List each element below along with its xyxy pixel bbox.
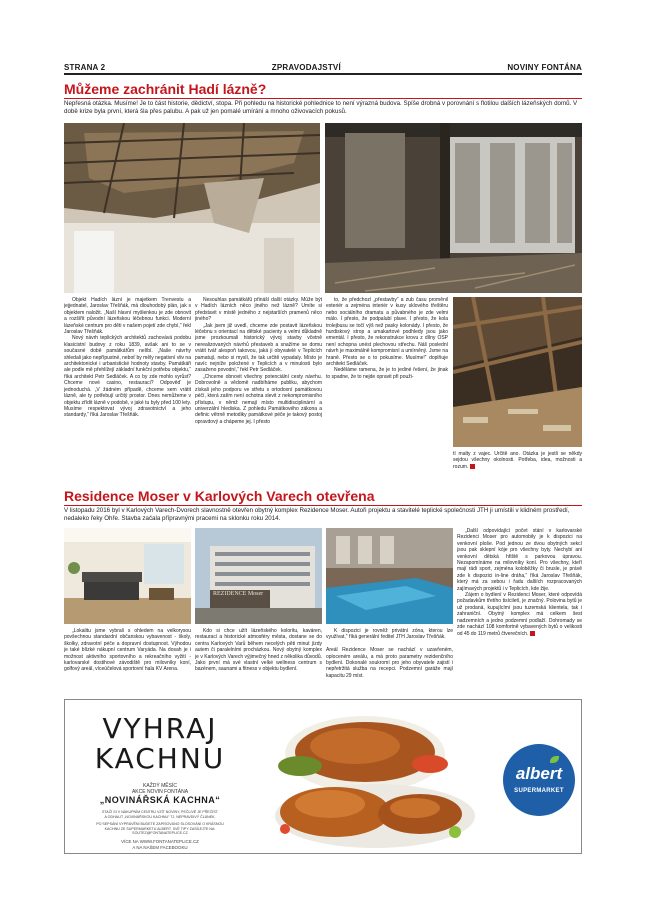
roast-duck-image [245, 704, 495, 852]
photo-interior-windows [325, 123, 582, 293]
photo-damaged-ceiling [64, 123, 320, 293]
article1-title-rule [64, 98, 582, 99]
albert-logo [503, 744, 575, 816]
page-number: STRANA 2 [64, 63, 106, 72]
advertisement-box [64, 699, 582, 854]
article2-column-2 [195, 628, 322, 696]
photo-pool [326, 528, 453, 624]
ad-web-line1: VÍCE NA WWW.FONTANATEPLICE.CZ [121, 839, 199, 844]
ad-web-info [85, 839, 235, 850]
article1-col2-para2: „Jak jsem již uvedl, chceme zde postavit lázeňskou léčebnu s orientací na dětské pacienty a velmi důkladně jsme prozkoumali historický vývoj stavby včetně nerealizovaných návrhů přestaveb a snažíme se domu vrátit tvář alespoň takovou, jaká ji obyvatelé v Teplicích pamatují, nebo si myslí, že tak určitě vypadaly. Místo je navíc nejníže položené v Teplicích a v minulosti bylo zasaženo povodní,“ řekl Petr Sedláček. [195, 322, 322, 374]
article2-column-1 [64, 628, 191, 696]
article2-col2-text: Kdo si chce užít lázeňského koloritu, kaváren, restaurací a historické atmosféry města, dostane se do centra Karlových Varů během necelých pěti minut jízdy autem či paralelními procházkou. Nový obytný komplex je v Karlových Varech výjimečný hned z několika důvodů. Jako první má své vlastní velké wellness centrum s bazénem, saunami a fitness v objektu bydlení. [195, 628, 322, 673]
article2-col4-para2 [457, 592, 582, 637]
ad-sub-line2: AKCE NOVIN FONTÁNA [131, 789, 189, 795]
article1-title: Můžeme zachránit Hadí lázně? [64, 81, 267, 97]
ad-rules-line1: STAČÍ SI V NÁKUPNÍM CENTRU VZÍT NOVINY, PEČLIVĚ JE PŘEČÍST [101, 810, 219, 814]
article2-col4-para2-text: Zájem o bydlení v Rezidenci Moser, které odpovídá požadavkům třetího tisíciletí, je značný. Polovina bytů je už prodaná, kupujícími jsou tuzemská klientela, tak i zahraniční. Obytný komplex má celkem šest nadzemních a jedno podzemní podlaží. Dohromady se zde nachází 108 komfortně vybavených bytů o velikosti od 45 do 119 metrů čtverečních. [457, 592, 582, 637]
article2-col3-text: K dispozici je rovněž privátní zóna, kterou lze využívat,“ říká generální ředitel JTH Jaroslav Třešňák. Areál Rezidence Moser se nachází v uzavřeném, oploceném areálu, a má proto parametry rezidenčního bydlení. Dokonalé soukromí pro jeho obyvatele zajistí i nepřetržitá služba na recepci. Podzemní garáže mají kapacitu 29 míst. [326, 628, 453, 679]
article1-lead: Nepřesná otázka. Musíme! Je to část historie, dědictví, stopa. Při pohledu na historické pohlednice to není výrazná budova. Spíše drobná v porovnání s flotilou dalších lázeňských domů. V době krize byla první, která šla přes palubu. A pak už jen pomalé umírání a mnoho oživovacích pokusů. [64, 100, 578, 116]
ad-subtitle [85, 783, 235, 795]
article1-col2-para1: Nesouhlas památkářů přináší další otázky. Může být v Hadích lázních něco jiného než lázně? Umíte si představit v místě jedného z nejstarších pramenů něco jiného? [195, 297, 322, 323]
ad-campaign-name: „NOVINÁŘSKÁ KACHNA“ [99, 795, 221, 805]
article1-column-1 [64, 297, 191, 483]
article2-col4-para1: „Další odpovídající počet stání v karlovarské Rezidenci Moser pro automobily je k dispozici na venkovní ploše. Pod jednou ze dvou obytných sekcí jsou pak sklepní kóje pro všechny byty. Nechybí ani venkovní dětská hřiště s parkovou úpravou. Nezapomínáme na milovníky koní. Pro všechny, kteří mají rádi sport, zejména koloběžky či brusle, je právě zde k dispozici in-line dráha,“ říká Jaroslav Třešňák, který má za sebou i řadu dalších rozpracovaných zajímavých projektů i v Teplicích, kde žije. [457, 528, 582, 592]
ad-sub-line1: KAŽDÝ MĚSÍC [143, 783, 177, 789]
section-name: ZPRAVODAJSTVÍ [271, 63, 341, 72]
article2-lead: V listopadu 2016 byl v Karlových Varech-Dvorech slavnostně otevřen obytný komplex Rezidence Moser. Autoři projektu a stavitelé teplické společnosti JTH ji umístili v klidném prostředí, nedaleko řeky Ohře. Stavba začala přípravnými pracemi na sklonku roku 2014. [64, 507, 570, 523]
ad-rules-line3: PO SEPSÁNÍ VYPRÁVĚNÍ BUDETE ZAPISOVÁNO SLOSOVÁNÍ O KRÁSNOU [96, 822, 224, 826]
ad-rules-line2: A ODHALIT „NOVINÁŘSKOU KACHNU“ TJ. NEPRAVDIVÝ ČLÁNEK. [104, 814, 216, 819]
end-mark [530, 631, 535, 636]
header-rule [64, 73, 582, 75]
leaf-icon [550, 756, 559, 763]
photo-living-room [64, 528, 191, 624]
article1-col3-para2: Neděláme ramena, že je to jediné řešení, že jinak to spadne, že to nejde opravit při použi- [326, 367, 448, 380]
article1-column-4 [453, 451, 582, 483]
article1-col2-para3: „Chceme obnovit všechny potenciální cesty návrhu. Dobrovolně a vědomě nadbíháme publiku, abychom získali jeho podporu ve střetu s ortodoxní památkovou péčí, která zatím není ochotna slevit z nekompromisního přístupu, v němž nemají místo multidisciplinární a univerzální hlediska. Z pohledu Památkového zákona a definic větrně metodiky památkové péče je takový postoj opravdový a chápeme jej. I přesto [195, 373, 322, 425]
article1-col3-para1: to, že předchozí „přestavby“ a zub času proměnil exteriér a zejména interiér v kusy sklového třeštěru nebo sociálního dramatu a půvabného je zde velmi málo. I přesto, že podpalubí plave. I přesto, že kola trolejbusu se točí výš než pasky kolonády. I přesto, že hurdiskový strop a umakartové podhledy jsou jako ementál. I přesto, že rekonstrukce krovu z dílny OSP není schopna unést plechovou střechu. Náš poslední návrh je maximálně kompromisní a umírněný. Jsme na hraně. Přesto se o to pokusíme. Musíme!“ doplňuje architekt Sedláček. [326, 297, 448, 368]
ad-title-line1: VYHRAJ [102, 712, 218, 745]
photo-building-exterior [195, 528, 322, 624]
article1-col1-para2: Nový návrh teplických architektů zachovává podobu klasicistní budovy z roku 1839, avšak ani to se v současné době památkářům nelíbí. „Naše návrhy shledali jako nepřípustné, neboť by měly negativní vliv na architektonické i urbanistické hodnoty stavby. Památkáři ale podle mě přehlížejí základní funkční potřebu objektu,“ říká architekt Petr Sedláček. A co by zde mohlo vyrůst? Chceme nové casino, restauraci? Odpověď je jednoduchá. „V žádném případě, chceme sem vrátit lázně, ale ty potřebují určitý prostor. Dnes nemůžeme v objektu zřídit lázně v podobě, v jaké tu byly před 100 lety. Musíme respektovat vývoj zdravotnictví a jeho standardy,“ říká Jaroslav Třešňák. [64, 335, 191, 419]
publication-name: NOVINY FONTÁNA [507, 63, 582, 72]
photo-attic-rafters [453, 297, 582, 447]
article1-column-3 [326, 297, 448, 483]
ad-rules-line4: KACHNU ZE SUPERMARKETU ALBERT. SVÉ TIPY ZASÍLEJTE NA: SOUTEZ@FONTANATEPLICE.CZ [104, 826, 216, 835]
article2-title: Residence Moser v Karlových Varech otevřena [64, 488, 375, 504]
article1-col4-text: tí malty z vajec. Určitě ano. Otázka je jestli se někdy sejdou všechny okolnosti. Potřeba, idea, možnosti a rozum. [453, 451, 582, 470]
ad-title [85, 714, 235, 774]
end-mark [470, 464, 475, 469]
article2-title-rule [64, 505, 582, 506]
albert-brand-tag: SUPERMARKET [514, 788, 564, 794]
article1-col1-para1: Objekt Hadích lázní je majetkem Trenvestu a jejjednatel, Jaroslav Třešňák, má dlouhodobý plán, jak s objektem naložit. „Naší hlavní myšlenkou je zde obnovit a rozšířit původní lázeňskou léčebnou funkci. Moderní lázeňské centrum pro děti v našem pojetí zde chybí,“ řekl Jaroslav Třešňák. [64, 297, 191, 336]
article2-column-4 [457, 528, 582, 696]
ad-rules [85, 810, 235, 836]
article2-col1-text: „Lokalitu jsme vybrali s ohledem na velkorysou povšechnou standardní občanskou vybavenost - školy, školky, zdravotní péče a dopravní dostupnost. Výhodou je také blízké nákupní centrum Varyáda. Na dosah je i možnost aktivního sportovního a rekreačního vyžití - karlovarské dostihové závodiště pro milovníky koní, golfový areál, víceúčelová sportovní hala KV Arena. [64, 628, 191, 673]
ad-title-line2: KACHNU [94, 742, 226, 775]
albert-brand-name: albert [515, 764, 563, 783]
ad-web-line2: A NA NAŠEM FACEBOOKU [132, 844, 188, 850]
article1-column-2 [195, 297, 322, 483]
building-sign: REZIDENCE Moser [213, 591, 264, 597]
article2-column-3 [326, 628, 453, 696]
page-header [64, 58, 582, 72]
